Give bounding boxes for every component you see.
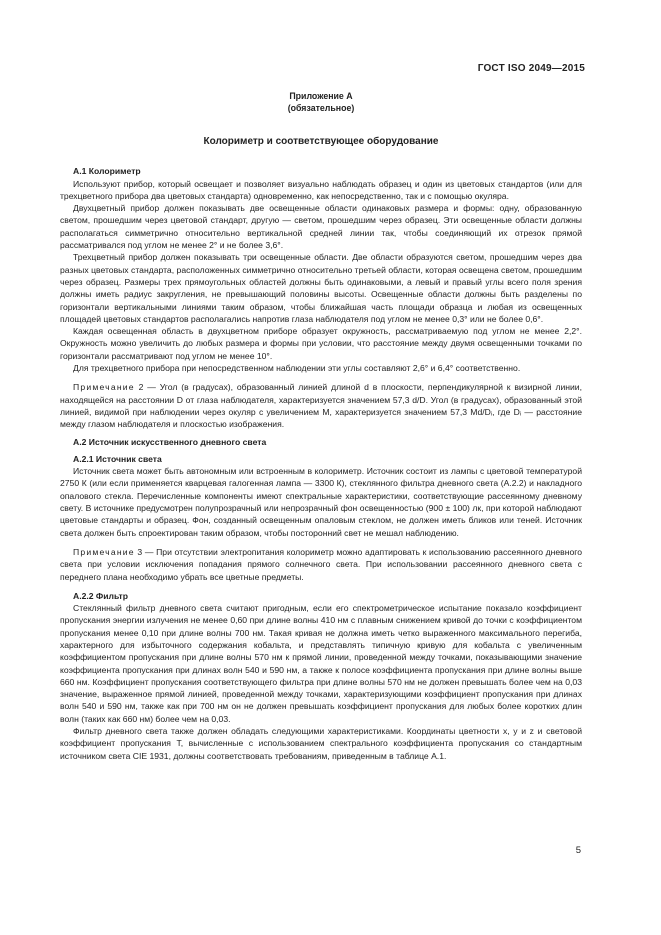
section-a2-heading: А.2 Источник искусственного дневного света bbox=[73, 436, 267, 447]
note-text: 2 — Угол (в градусах), образованный линией длиной d в плоскости, перпендикулярной к визирной линии, находящейся на расстоянии D от глаза наблюдателя, характеризуется значением 57,3 d/D. Угол (в градусах), образованный этой линией, видимой при наблюдении через окуляр с увеличением M, характеризуется значением 57,3 Md/Dᵢ, где Dᵢ — расстояние между глазом наблюдателя и плоскостью изображения. bbox=[60, 382, 582, 430]
paragraph: Каждая освещенная область в двухцветном приборе образует окружность, рассматриваемую под углом не менее 2,2°. Окружность можно увеличить до любых размера и формы при условии, что расстояние между двумя освещенными точками по горизонтали рассматривают под углом не менее 10°. bbox=[60, 326, 582, 361]
note-text: 3 — При отсутствии электропитания колориметр можно адаптировать к использованию рассеянного дневного света при условии исключения попадания прямого солнечного света. При использовании рассеянного дневного света с переднего плана необходимо убрать все цветные предметы. bbox=[60, 546, 583, 582]
paragraph: Источник света может быть автономным или встроенным в колориметр. Источник состоит из лампы с цветовой температурой 2750 К (или если применяется кварцевая галогенная лампа — 3300 К), стеклянного фильтра дневного света (А.2.2) и накладного опалового стекла. Перечисленные компоненты имеют спектральные характеристики, соответствующие рассеянному дневному свету. В источнике предусмотрен полупрозрачный или непрозрачный фон освещенностью (900 ± 100) лк, при которой наблюдают цветовые стандарты и образец. Фон, созданный освещенным опаловым стеклом, не должен иметь бликов или теней. Источник света должен быть спроектирован таким образом, чтобы посторонний свет не мешал наблюдению. bbox=[60, 466, 582, 538]
note-label: Примечание bbox=[73, 382, 135, 393]
subsection-a21-heading: А.2.1 Источник света bbox=[73, 453, 162, 464]
note-2 bbox=[60, 381, 582, 430]
paragraph: Используют прибор, который освещает и позволяет визуально наблюдать образец и один из цветовых стандартов (или для трехцветного прибора два цветовых стандарта) одновременно, как непосредственно, так и с помощью окуляра. bbox=[60, 178, 582, 201]
note-label: Примечание bbox=[73, 546, 135, 557]
paragraph: Стеклянный фильтр дневного света считают пригодным, если его спектрометрическое испытание показало коэффициент пропускания энергии излучения не менее 0,60 при длине волны 410 нм с плавным снижением кривой до точки с коэффициентом пропускания менее 0,10 при длине волны 700 нм. Такая кривая не должна иметь четко выраженного максимального перегиба, характерного для избыточного содержания кобальта, и представлять типичную кривую для кобальта с увеличенным коэффициентом пропускания при длине волны 570 нм к прямой линии, проведенной между точками, показывающими значение коэффициента пропускания при длинах волн 540 и 590 нм, а также к полосе коэффициента пропускания при длине волны выше 660 нм. Коэффициент пропускания соответствующего фильтра при длине волны 570 нм не должен превышать более чем на 0,03 значение, выраженное прямой линией, проведенной между точками, характеризующими коэффициент пропускания при длинах волн 540 и 590 нм, также как при 700 нм он не должен превышать коэффициент пропускания для любых более коротких длин волн (таких как 660 нм) более чем на 0,03. bbox=[60, 603, 582, 724]
annex-label: Приложение А bbox=[289, 91, 353, 101]
note-3 bbox=[60, 546, 582, 583]
paragraph: Двухцветный прибор должен показывать две освещенные области одинаковых размера и формы: одну, образованную светом, прошедшим через цветовой стандарт, другую — светом, прошедшим через образец. Эти освещенные области должны располагаться симметрично относительно вертикальной средней линии так, чтобы соединяющий их отрезок прямой рассматривался под углом не менее 2° и не более 3,6°. bbox=[60, 203, 582, 251]
document-id: ГОСТ ISO 2049—2015 bbox=[477, 63, 585, 74]
page-content bbox=[60, 90, 582, 762]
paragraph: Фильтр дневного света также должен обладать следующими характеристиками. Координаты цветности x, y и z и световой коэффициент пропускания T, вычисленные с использованием спектрального коэффициента пропускания со стандартным источником света CIE 1931, должны соответствовать требованиям, приведенным в таблице А.1. bbox=[60, 726, 582, 761]
paragraph: Трехцветный прибор должен показывать три освещенные области. Две области образуются светом, прошедшим через два разных цветовых стандарта, расположенных симметрично относительно третьей области, которая освещена светом, прошедшим через образец. Размеры трех прямоугольных областей должны быть одинаковыми, а левый и правый углы всего поля зрения должны иметь радиус закругления, не превышающий половины высоты. Освещенные области должны быть разделены по горизонтали вертикальными линиями таким образом, чтобы ближайшая часть площади образца и любая из освещенных площадей цветовых стандартов располагались напротив глаза наблюдателя под углом не менее 0,3° или не более 0,6°. bbox=[60, 252, 582, 324]
paragraph: Для трехцветного прибора при непосредственном наблюдении эти углы составляют 2,6° и 6,4° соответственно. bbox=[73, 363, 521, 374]
page-number: 5 bbox=[575, 845, 581, 856]
annex-status: (обязательное) bbox=[287, 103, 355, 113]
annex-title: Колориметр и соответствующее оборудование bbox=[203, 136, 439, 147]
section-a1-heading: А.1 Колориметр bbox=[73, 166, 141, 177]
subsection-a22-heading: А.2.2 Фильтр bbox=[73, 590, 128, 601]
